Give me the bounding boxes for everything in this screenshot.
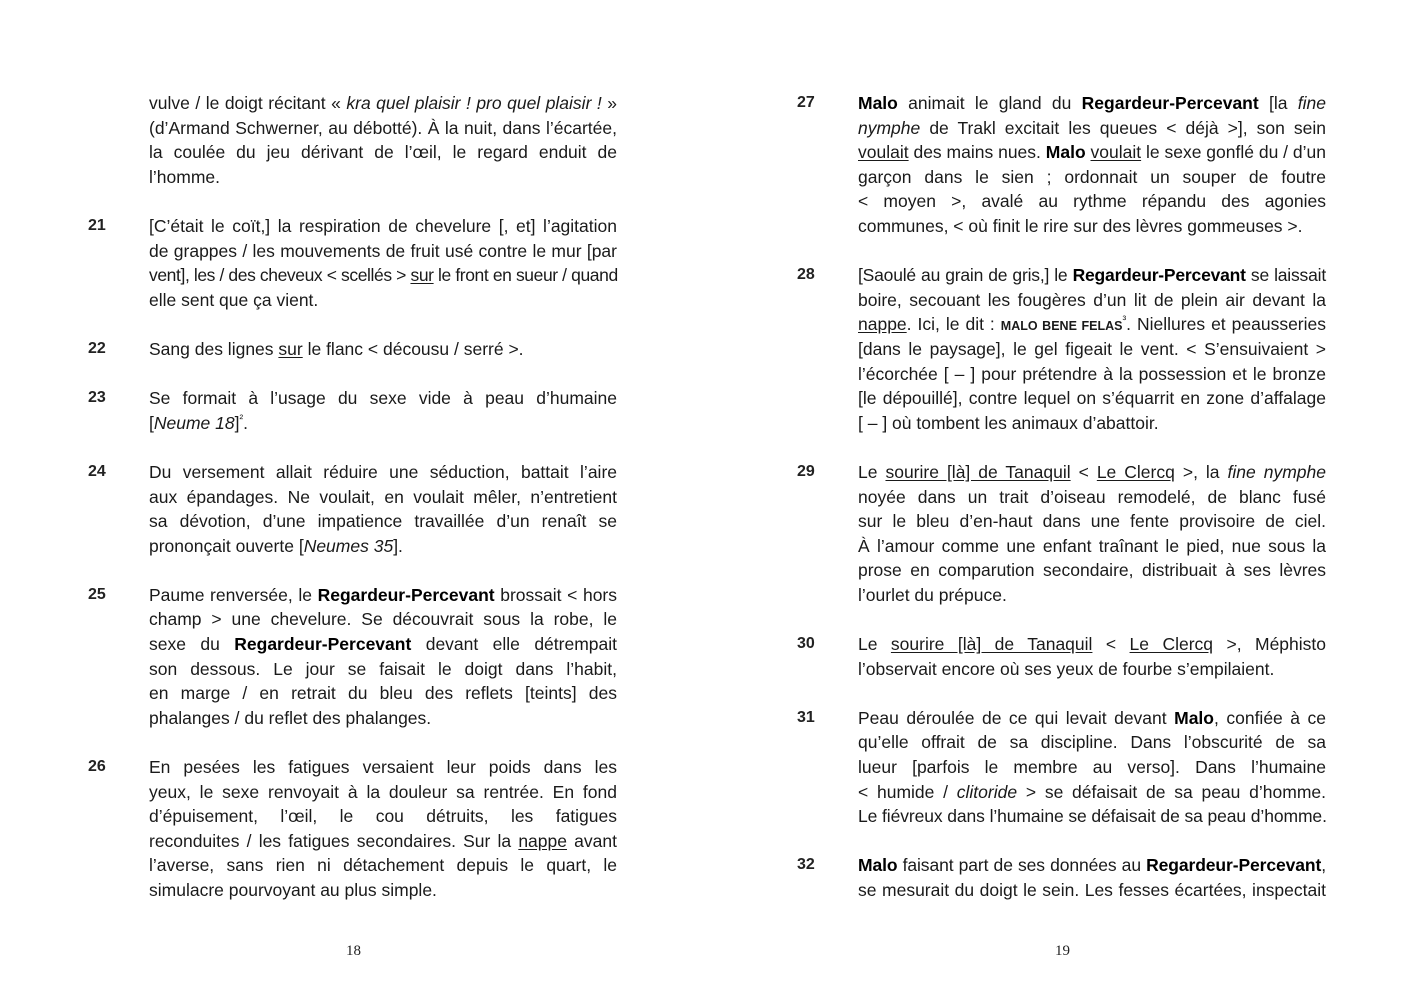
bold-name: Malo	[858, 855, 898, 876]
text-line: se mesurait du doigt le sein. Les fesses écartées, inspectait	[858, 880, 1326, 900]
text-line: < humide / clitoride > se défaisait de sa peau d’homme.	[858, 781, 1326, 802]
bold-name: Malo	[1045, 142, 1086, 163]
text-line: Le fiévreux dans l’humaine se défaisait de sa peau d’homme.	[858, 806, 1327, 827]
numbered-paragraph	[88, 460, 628, 558]
numbered-paragraph	[797, 706, 1337, 829]
text-line: [C’était le coït,] la respiration de chevelure [, et] l’agitation	[149, 215, 617, 236]
paragraph-number: 24	[88, 462, 106, 480]
text-line: Le sourire [là] de Tanaquil < Le Clercq >, Méphisto	[858, 634, 1327, 655]
numbered-paragraph	[797, 853, 1337, 902]
numbered-paragraph	[797, 91, 1337, 239]
paragraph-number: 23	[88, 389, 106, 407]
bold-name: Malo	[1174, 707, 1214, 728]
text-line: À l’amour comme une enfant traînant le pied, nue sous la	[858, 535, 1326, 556]
paragraph-number: 29	[797, 462, 815, 480]
bold-name: Regardeur-Percevant	[1146, 855, 1322, 876]
text-line: Paume renversée, le Regardeur-Percevant brossait < hors	[149, 584, 617, 605]
text-line: yeux, le sexe renvoyait à la douleur sa rentrée. En fond	[149, 781, 617, 802]
numbered-paragraph	[797, 263, 1337, 435]
paragraph-body	[149, 214, 617, 312]
numbered-paragraph	[88, 91, 628, 189]
footnote-marker: ³	[1122, 314, 1127, 327]
text-line: l’écorchée [ – ] pour prétendre à la possession et le bronze	[858, 363, 1326, 384]
paragraph-number: 27	[797, 94, 815, 111]
text-line: champ > une chevelure. Se découvrait sous la robe, le	[149, 609, 617, 630]
paragraph-body	[858, 460, 1326, 608]
text-line: sur le bleu d’en-haut dans une fente provisoire de ciel.	[858, 511, 1326, 532]
text-line: l’ourlet du prépuce.	[858, 584, 1007, 605]
text-line: Malo animait le gland du Regardeur-Percevant [la fine	[858, 93, 1326, 113]
text-line: [ – ] où tombent les animaux d’abattoir.	[858, 412, 1159, 433]
text-line: Peau déroulée de ce qui levait devant Malo, confiée à ce	[858, 707, 1326, 728]
text-line: sexe du Regardeur-Percevant devant elle détrempait	[149, 634, 617, 655]
text-line: de grappes / les mouvements de fruit usé contre le mur [par	[149, 240, 617, 261]
underlined-text: nappe	[518, 830, 567, 851]
text-line: qu’elle offrait de sa discipline. Dans l’obscurité de sa	[858, 732, 1326, 753]
text-line: [dans le paysage], le gel figeait le vent. < S’ensuivaient >	[858, 338, 1326, 359]
text-line: Malo faisant part de ses données au Regardeur-Percevant,	[858, 855, 1326, 876]
text-line: (d’Armand Schwerner, au débotté). À la nuit, dans l’écartée,	[149, 117, 617, 138]
underlined-text: Le Clercq	[1129, 634, 1214, 655]
italic-text: clitoride	[956, 781, 1018, 802]
text-line: < moyen >, avalé au rythme répandu des agonies	[858, 191, 1326, 212]
text-line: En pesées les fatigues versaient leur poids dans les	[149, 757, 617, 778]
bold-name: Regardeur-Percevant	[234, 634, 412, 655]
numbered-paragraph	[88, 214, 628, 312]
text-line: [Neume 18]$^{^2}$.	[149, 412, 249, 433]
text-line: aux épandages. Ne voulait, en voulait mêler, n’entretient	[149, 486, 617, 507]
text-line: la coulée du jeu dérivant de l’œil, le regard enduit de	[149, 142, 617, 163]
bold-name: Regardeur-Percevant	[1081, 93, 1259, 113]
text-line: [le dépouillé], contre lequel on s’équarrit en zone d’affalage	[858, 388, 1326, 409]
text-line: l’averse, sans rien ni détachement depuis le quart, le	[149, 855, 617, 876]
paragraph-body	[858, 91, 1326, 239]
underlined-text: sourire [là] de Tanaquil	[890, 634, 1093, 655]
bold-name: Malo	[858, 93, 898, 113]
footnote-marker: ²	[239, 412, 244, 425]
text-line: Du versement allait réduire une séduction, battait l’aire	[149, 461, 617, 482]
numbered-paragraph	[88, 583, 628, 731]
numbered-paragraph	[88, 386, 628, 435]
paragraph-body	[149, 583, 617, 731]
text-line: d’épuisement, l’œil, le cou détruits, les fatigues	[149, 806, 617, 827]
paragraph-body	[858, 632, 1326, 681]
text-line: reconduites / les fatigues secondaires. Sur la nappe avant	[149, 830, 617, 851]
right-page-text	[797, 91, 1337, 927]
text-line: vulve / le doigt récitant « kra quel plaisir ! pro quel plaisir ! »	[149, 93, 617, 113]
paragraph-number: 22	[88, 339, 106, 357]
numbered-paragraph	[797, 632, 1337, 681]
text-line: en marge / en retrait du bleu des reflets [teints] des	[149, 683, 617, 704]
page-number-left: 18	[346, 943, 361, 959]
paragraph-body	[149, 386, 617, 435]
text-line: garçon dans le sien ; ordonnait un souper de foutre	[858, 166, 1326, 187]
underlined-text: nappe	[858, 314, 907, 335]
paragraph-body	[858, 706, 1326, 829]
italic-text: nymphe	[858, 117, 921, 138]
italic-text: kra quel plaisir ! pro quel plaisir !	[346, 93, 602, 113]
text-line: boire, secouant les fougères d’un lit de plein air devant la	[858, 289, 1326, 310]
bold-name: Regardeur-Percevant	[317, 584, 495, 605]
text-line: nymphe de Trakl excitait les queues < déjà >], son sein	[858, 117, 1326, 138]
text-line: phalanges / du reflet des phalanges.	[149, 707, 432, 728]
paragraph-body	[149, 460, 617, 558]
text-line: communes, < où finit le rire sur des lèvres gommeuses >.	[858, 215, 1303, 236]
paragraph-body	[149, 755, 617, 903]
italic-text: fine nymphe	[1227, 461, 1327, 482]
paragraph-number: 28	[797, 266, 815, 284]
text-line: noyée dans un trait d’oiseau remodelé, de blanc fusé	[858, 486, 1326, 507]
text-line: simulacre pourvoyant au plus simple.	[149, 880, 437, 900]
text-line: [Saoulé au grain de gris,] le Regardeur-Percevant se laissait	[858, 265, 1326, 286]
text-line: Se formait à l’usage du sexe vide à peau d’humaine	[149, 388, 617, 409]
text-line: Le sourire [là] de Tanaquil < Le Clercq >, la fine nymphe	[858, 461, 1327, 482]
paragraph-number: 30	[797, 635, 815, 653]
paragraph-number: 26	[88, 758, 106, 776]
text-line: lueur [parfois le membre au verso]. Dans l’humaine	[858, 757, 1326, 778]
paragraph-body	[858, 853, 1326, 902]
paragraph-body	[149, 337, 617, 362]
paragraph-body	[858, 263, 1326, 435]
paragraph-number: 21	[88, 216, 106, 234]
text-line: vent], les / des cheveux < scellés > sur le front en sueur / quand	[149, 265, 618, 286]
text-line: l’homme.	[149, 166, 220, 187]
text-line: sa dévotion, d’une impatience travaillée d’un renaît se	[149, 511, 617, 532]
underlined-text: sur	[410, 265, 434, 286]
small-caps-text: MALO BENE FELAS	[1000, 319, 1123, 334]
underlined-text: Le Clercq	[1096, 461, 1175, 482]
text-line: Sang des lignes sur le flanc < décousu / serré >.	[149, 338, 524, 359]
page-number-right: 19	[1055, 943, 1070, 959]
left-page-text	[88, 91, 628, 927]
paragraph-number: 31	[797, 708, 815, 726]
text-line: nappe. Ici, le dit : MALO BENE $FELAS^{^3}$. Niellures et peausseries	[858, 314, 1327, 335]
underlined-text: voulait	[858, 142, 909, 163]
italic-text: Neumes 35	[303, 535, 394, 556]
underlined-text: sourire [là] de Tanaquil	[885, 461, 1071, 482]
underlined-text: sur	[278, 338, 303, 359]
text-line: l’observait encore où ses yeux de fourbe s’empilaient.	[858, 658, 1275, 679]
text-line: prose en comparution secondaire, distribuait à ses lèvres	[858, 560, 1326, 581]
italic-text: Neume 18	[153, 412, 235, 433]
numbered-paragraph	[797, 460, 1337, 608]
numbered-paragraph	[88, 755, 628, 903]
italic-text: fine	[1297, 93, 1326, 113]
text-line: voulait des mains nues. Malo voulait le sexe gonflé du / d’un	[858, 142, 1326, 163]
underlined-text: voulait	[1090, 142, 1142, 163]
paragraph-number: 25	[88, 585, 106, 603]
text-line: son dessous. Le jour se faisait le doigt dans l’habit,	[149, 658, 617, 679]
paragraph-body	[149, 91, 617, 189]
numbered-paragraph	[88, 337, 628, 362]
text-line: prononçait ouverte [Neumes 35].	[149, 535, 403, 556]
text-line: elle sent que ça vient.	[149, 289, 319, 310]
bold-name: Regardeur-Percevant	[1072, 265, 1246, 286]
paragraph-number: 32	[797, 856, 815, 874]
